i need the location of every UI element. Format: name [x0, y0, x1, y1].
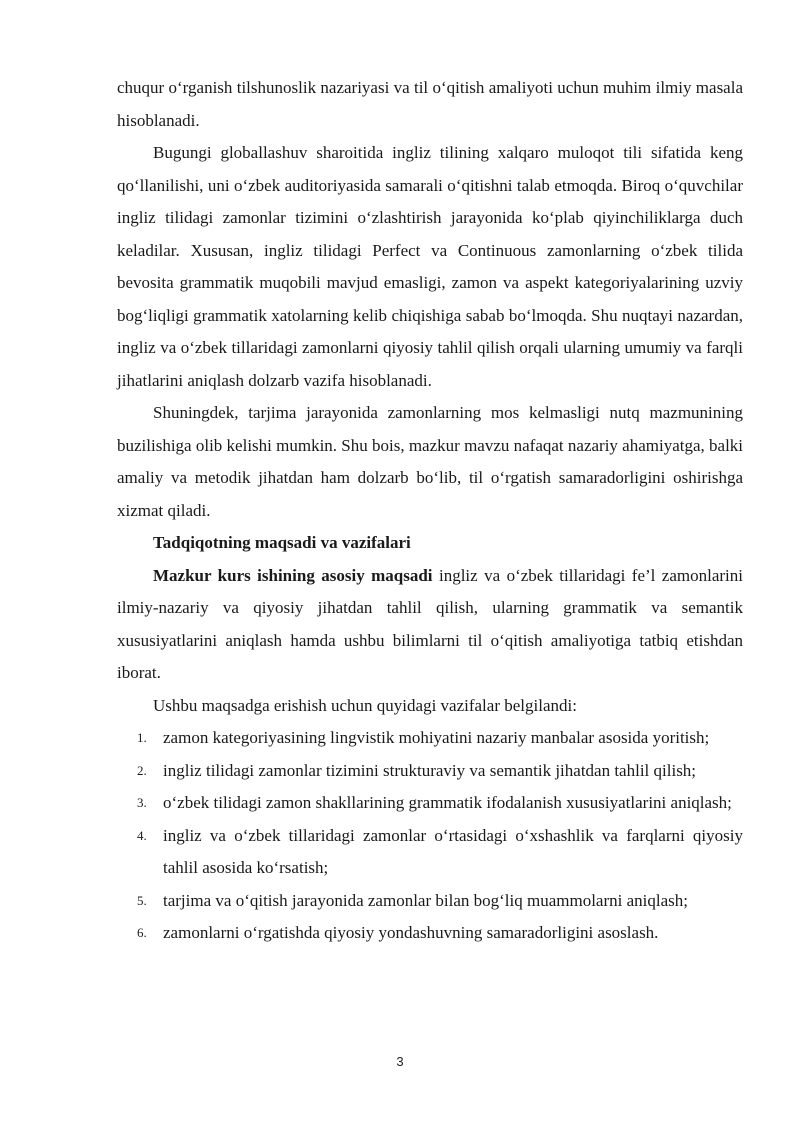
list-item — [117, 917, 743, 950]
list-item — [117, 787, 743, 820]
list-item-text: tarjima va o‘qitish jarayonida zamonlar bilan bog‘liq muammolarni aniqlash; — [163, 890, 688, 910]
paragraph-globalization: Bugungi globallashuv sharoitida ingliz tilining xalqaro muloqot tili sifatida keng qo‘llanilishi, uni o‘zbek auditoriyasida samarali o‘qitishni talab etmoqda. Biroq o‘quvchilar ingliz tilidagi zamonlar tizimini o‘zlashtirish jarayonida ko‘plab qiyinchiliklarga duch keladilar. Xususan, ingliz tilidagi Perfect va Continuous zamonlarning o‘zbek tilida bevosita grammatik muqobili mavjud emasligi, zamon va aspekt kategoriyalarining uzviy bog‘liqligi grammatik xatolarning kelib chiqishiga sabab bo‘lmoqda. Shu nuqtayi nazardan, ingliz va o‘zbek tillaridagi zamonlarni qiyosiy tahlil qilish orqali ularning umumiy va farqli jihatlarini aniqlash dolzarb vazifa hisoblanadi. — [117, 143, 743, 390]
paragraph-aim — [117, 560, 743, 690]
section-heading: Tadqiqotning maqsadi va vazifalari — [153, 533, 411, 552]
list-item — [117, 820, 743, 885]
aim-rest: ingliz va o‘zbek tillaridagi fe’l zamonlarini ilmiy-nazariy va qiyosiy jihatdan tahlil qilish, ularning grammatik va semantik xususiyatlarini aniqlash hamda ushbu bilimlarni til o‘qitish amaliyotiga tatbiq etishdan iborat. — [117, 565, 743, 682]
page-number: 3 — [396, 1054, 404, 1069]
list-item-number: 1. — [137, 730, 147, 745]
list-item-number: 5. — [137, 892, 147, 908]
list-item-number: 6. — [137, 925, 147, 940]
list-item-number: 3. — [137, 795, 147, 810]
paragraph-translation: Shuningdek, tarjima jarayonida zamonlarning mos kelmasligi nutq mazmunining buzilishiga olib kelishi mumkin. Shu bois, mazkur mavzu nafaqat nazariy ahamiyatga, balki amaliy va metodik jihatdan ham dolzarb bo‘lib, til o‘rgatish samaradorligini oshirishga xizmat qiladi. — [117, 403, 744, 520]
aim-lead: Mazkur kurs ishining asosiy maqsadi — [153, 565, 433, 585]
tasks-intro: Ushbu maqsadga erishish uchun quyidagi vazifalar belgilandi: — [153, 695, 577, 715]
list-item — [117, 722, 743, 755]
list-item — [117, 755, 743, 788]
list-item-text: zamonlarni o‘rgatishda qiyosiy yondashuvning samaradorligini asoslash. — [163, 923, 659, 942]
list-item-text: ingliz tilidagi zamonlar tizimini strukturaviy va semantik jihatdan tahlil qilish; — [163, 760, 697, 780]
list-item-number: 2. — [137, 762, 147, 778]
list-item-text: ingliz va o‘zbek tillaridagi zamonlar o‘rtasidagi o‘xshashlik va farqlarni qiyosiy tahlil asosida ko‘rsatish; — [163, 825, 743, 877]
list-item-text: zamon kategoriyasining lingvistik mohiyatini nazariy manbalar asosida yoritish; — [163, 728, 710, 747]
page-content — [117, 72, 743, 950]
paragraph-continuation: chuqur o‘rganish tilshunoslik nazariyasi va til o‘qitish amaliyoti uchun muhim ilmiy masala hisoblanadi. — [117, 78, 743, 130]
list-item — [117, 885, 743, 918]
tasks-list — [117, 722, 743, 950]
list-item-number: 4. — [137, 827, 147, 843]
list-item-text: o‘zbek tilidagi zamon shakllarining grammatik ifodalanish xususiyatlarini aniqlash; — [163, 793, 732, 812]
